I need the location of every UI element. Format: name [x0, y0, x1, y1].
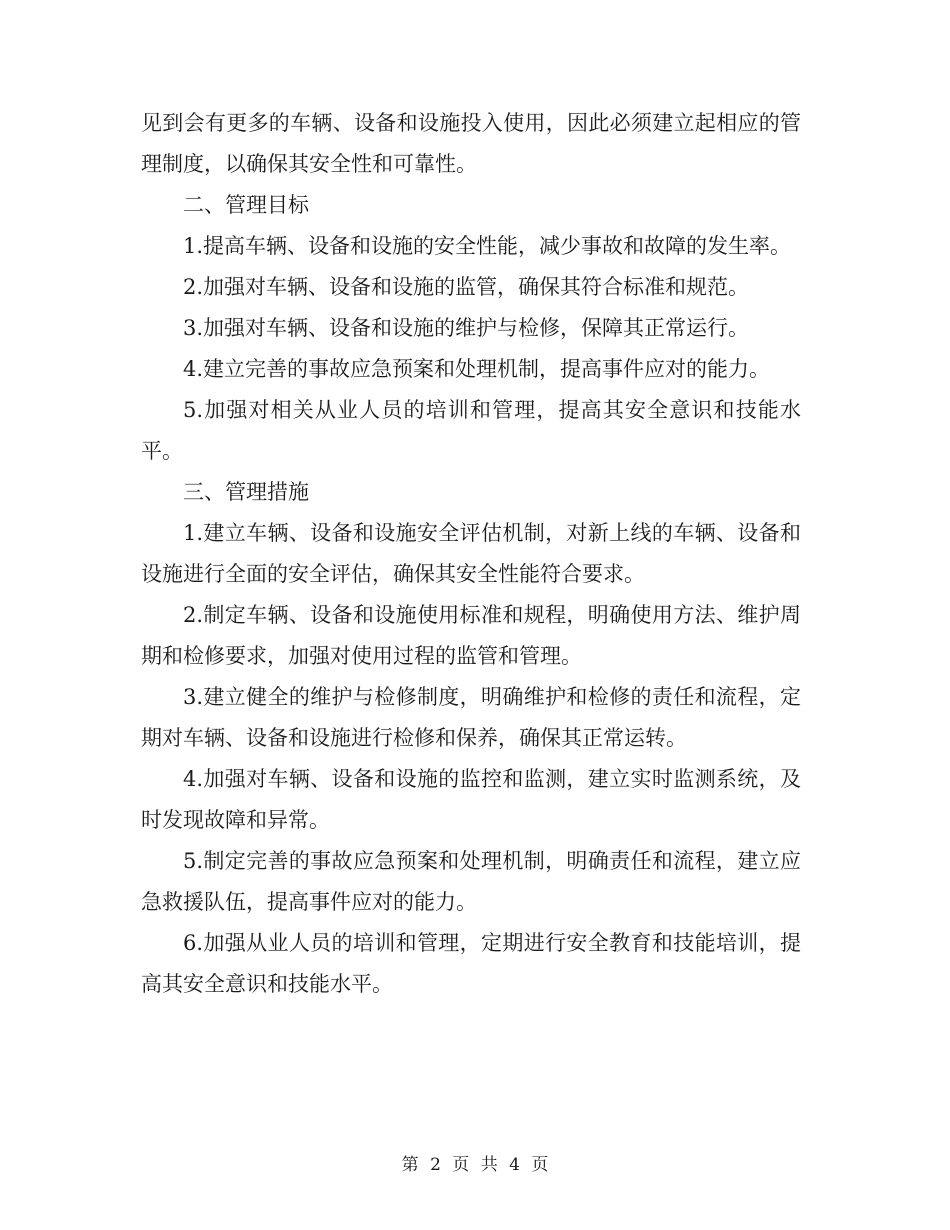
measure-item-6: 6.加强从业人员的培训和管理，定期进行安全教育和技能培训，提高其安全意识和技能水平。: [141, 931, 801, 996]
goal-item-1: 1.提高车辆、设备和设施的安全性能，减少事故和故障的发生率。: [183, 234, 792, 258]
measure-item-3: 3.建立健全的维护与检修制度，明确维护和检修的责任和流程，定期对车辆、设备和设施进行检修和保养，确保其正常运转。: [141, 685, 801, 750]
goal-item-4: 4.建立完善的事故应急预案和处理机制，提高事件应对的能力。: [183, 357, 771, 381]
measure-item-5: 5.制定完善的事故应急预案和处理机制，明确责任和流程，建立应急救援队伍，提高事件应对的能力。: [141, 849, 801, 914]
page-number-footer: 第 2 页 共 4 页: [401, 1155, 549, 1175]
goal-item-2: 2.加强对车辆、设备和设施的监管，确保其符合标准和规范。: [183, 275, 750, 299]
goal-item-3: 3.加强对车辆、设备和设施的维护与检修，保障其正常运行。: [183, 316, 750, 340]
measure-item-1: 1.建立车辆、设备和设施安全评估机制，对新上线的车辆、设备和设施进行全面的安全评估，确保其安全性能符合要求。: [141, 521, 801, 586]
measure-item-2: 2.制定车辆、设备和设施使用标准和规程，明确使用方法、维护周期和检修要求，加强对使用过程的监管和管理。: [141, 603, 801, 668]
measure-item-4: 4.加强对车辆、设备和设施的监控和监测，建立实时监测系统，及时发现故障和异常。: [141, 767, 801, 832]
section-heading-management-measures: 三、管理措施: [183, 480, 309, 504]
goal-item-5: 5.加强对相关从业人员的培训和管理，提高其安全意识和技能水平。: [141, 398, 801, 463]
document-body: [141, 103, 801, 1005]
section-heading-management-goals: 二、管理目标: [183, 193, 309, 217]
paragraph-intro-continuation: 见到会有更多的车辆、设备和设施投入使用，因此必须建立起相应的管理制度，以确保其安全性和可靠性。: [141, 111, 801, 176]
